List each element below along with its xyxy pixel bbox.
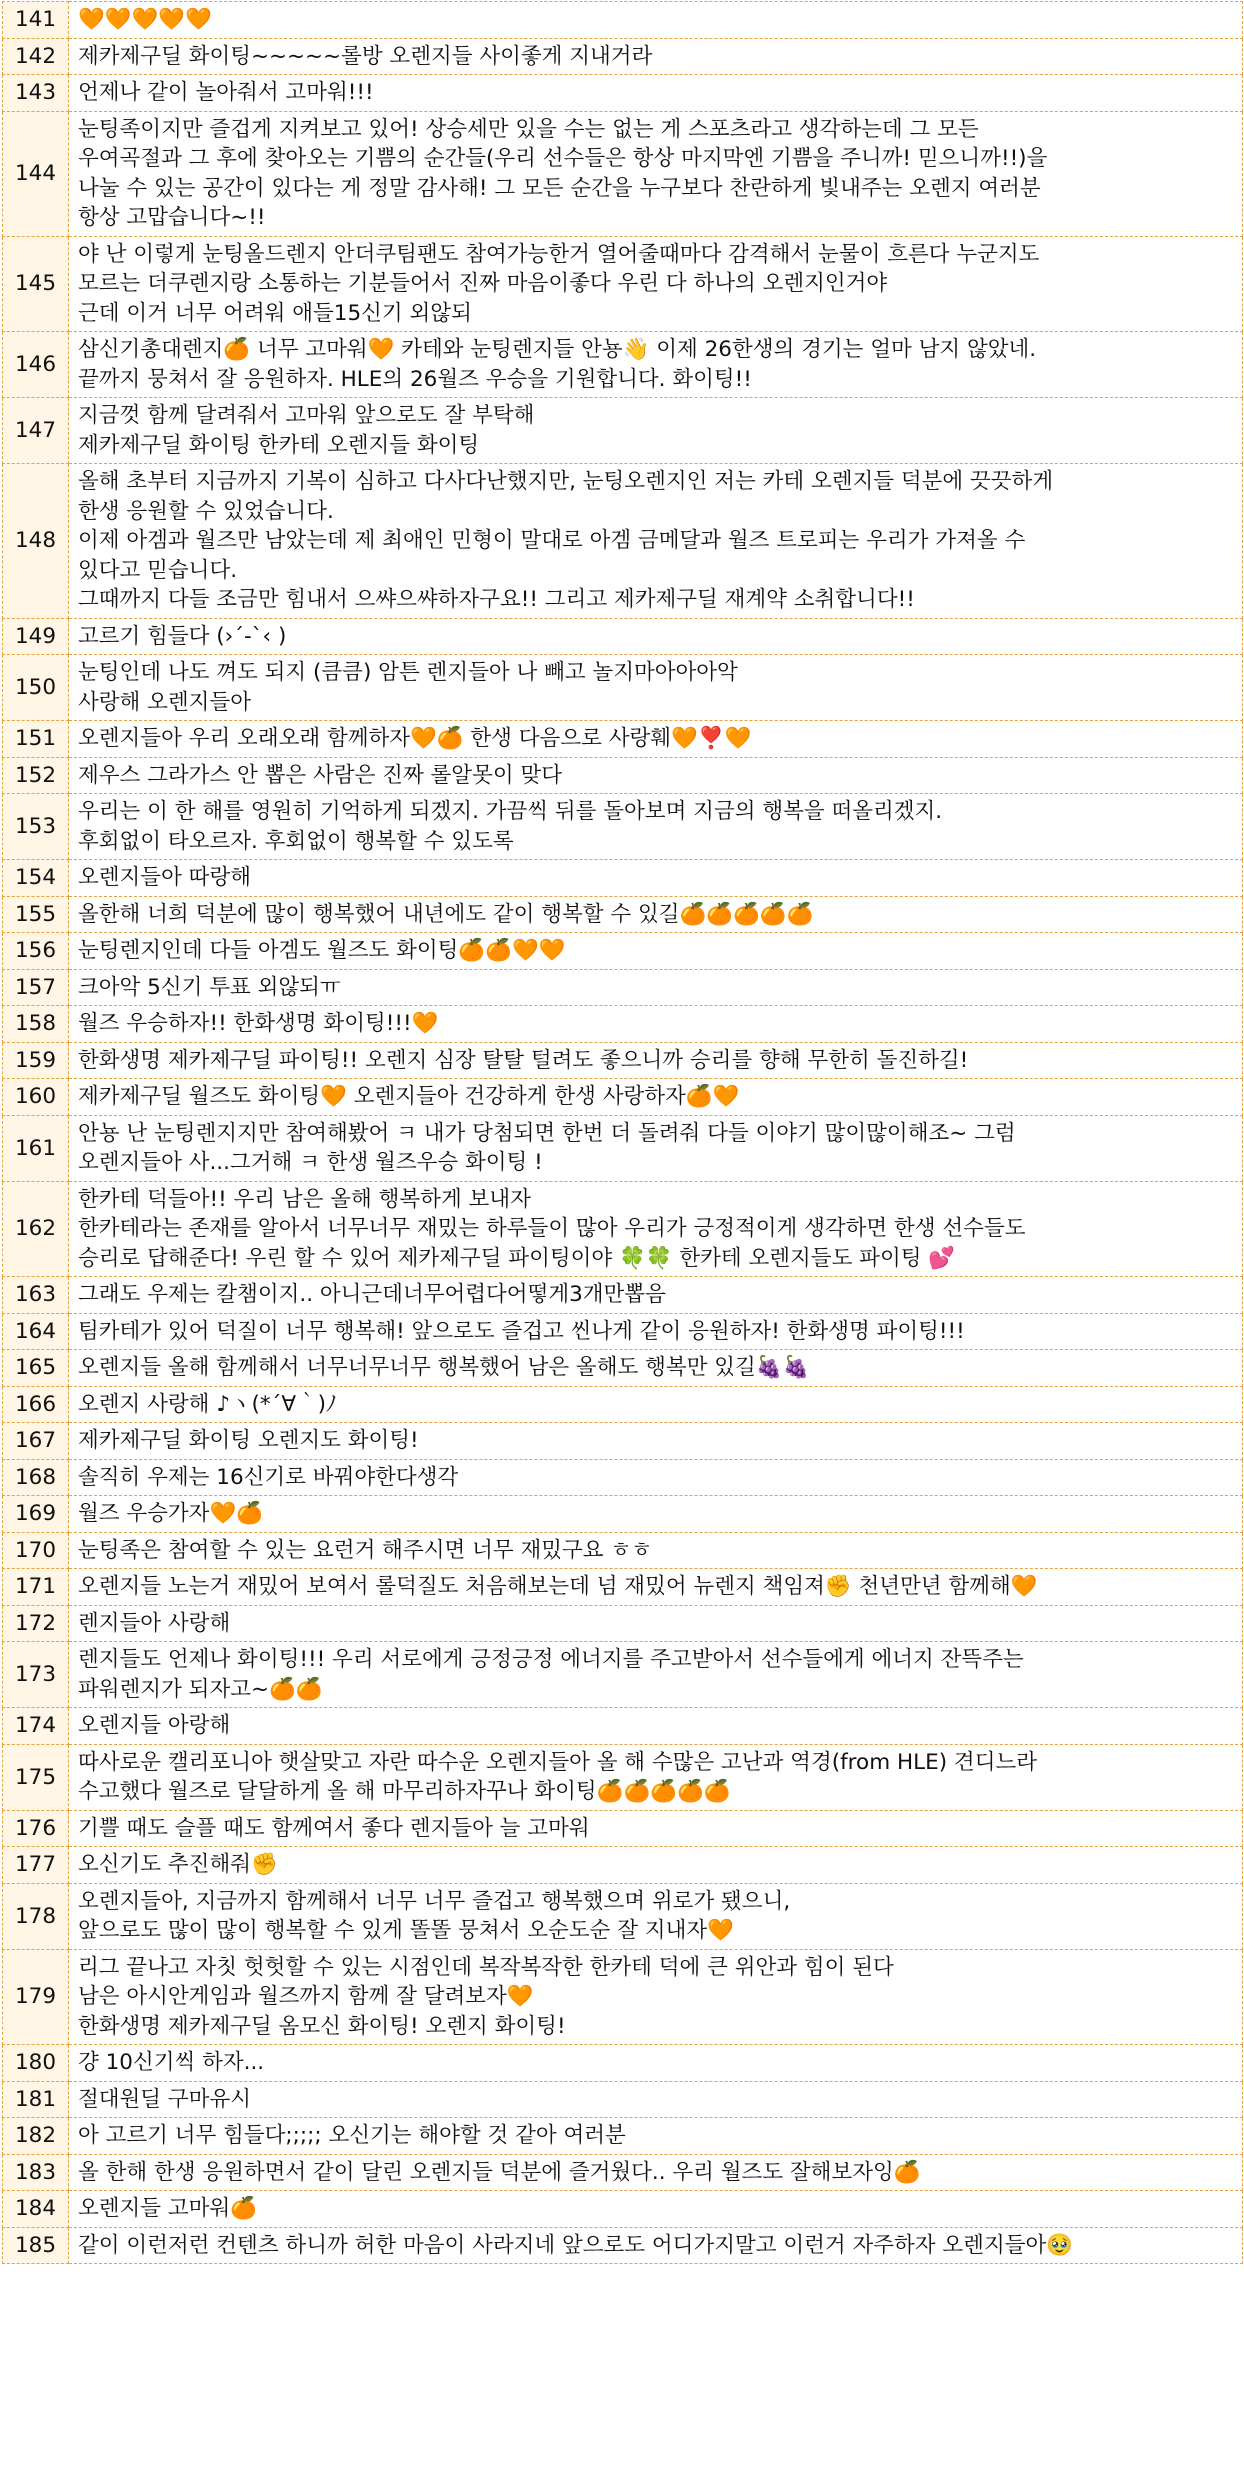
comment-text: 같이 이런저런 컨텐츠 하니까 허한 마음이 사라지네 앞으로도 어디가지말고 이런거 자주하자 오렌지들아🥹: [69, 2227, 1243, 2264]
table-row: [3, 1949, 1243, 2045]
row-number: 178: [3, 1883, 69, 1949]
comment-text: 오렌지 사랑해 ♪ヽ(*´∀｀)ﾉ: [69, 1386, 1243, 1423]
row-number: 172: [3, 1605, 69, 1642]
row-number: 180: [3, 2045, 69, 2082]
row-number: 173: [3, 1642, 69, 1708]
row-number: 179: [3, 1949, 69, 2045]
row-number: 171: [3, 1569, 69, 1606]
row-number: 159: [3, 1042, 69, 1079]
table-row: [3, 1079, 1243, 1116]
row-number: 185: [3, 2227, 69, 2264]
row-number: 162: [3, 1181, 69, 1277]
table-row: [3, 721, 1243, 758]
comment-text: 고르기 힘들다 (›´-`‹ ): [69, 618, 1243, 655]
comment-text: 제우스 그라가스 안 뽑은 사람은 진짜 롤알못이 맞다: [69, 757, 1243, 794]
table-row: [3, 1386, 1243, 1423]
row-number: 165: [3, 1350, 69, 1387]
row-number: 183: [3, 2154, 69, 2191]
comment-text: 아 고르기 너무 힘들다;;;;; 오신기는 해야할 것 같아 여러분: [69, 2118, 1243, 2155]
comment-text: 🧡🧡🧡🧡🧡: [69, 2, 1243, 39]
comment-text: 한카테 덕들아!! 우리 남은 올해 행복하게 보내자 한카테라는 존재를 알아서 너무너무 재밌는 하루들이 많아 우리가 긍정적이게 생각하면 한생 선수들도 승리로 답해준다! 우린 할 수 있어 제카제구딜 파이팅이야 🍀🍀 한카테 오렌지들도 파이팅 💕: [69, 1181, 1243, 1277]
table-row: [3, 1744, 1243, 1810]
row-number: 181: [3, 2081, 69, 2118]
table-row: [3, 1350, 1243, 1387]
comment-text: 눈팅족은 참여할 수 있는 요런거 해주시면 너무 재밌구요 ㅎㅎ: [69, 1532, 1243, 1569]
comment-text: 한화생명 제카제구딜 파이팅!! 오렌지 심장 탈탈 털려도 좋으니까 승리를 향해 무한히 돌진하길!: [69, 1042, 1243, 1079]
table-row: [3, 236, 1243, 332]
comment-text: 월즈 우승하자!! 한화생명 화이팅!!!🧡: [69, 1006, 1243, 1043]
row-number: 155: [3, 896, 69, 933]
table-row: [3, 1115, 1243, 1181]
row-number: 161: [3, 1115, 69, 1181]
row-number: 153: [3, 794, 69, 860]
table-row: [3, 464, 1243, 619]
comment-text: 제카제구딜 화이팅~~~~~롤방 오렌지들 사이좋게 지내거라: [69, 38, 1243, 75]
comment-text: 올 한해 한생 응원하면서 같이 달린 오렌지들 덕분에 즐거웠다.. 우리 월즈도 잘해보자잉🍊: [69, 2154, 1243, 2191]
comment-text: 오신기도 추진해줘✊: [69, 1847, 1243, 1884]
row-number: 168: [3, 1459, 69, 1496]
table-row: [3, 860, 1243, 897]
table-row: [3, 1006, 1243, 1043]
row-number: 175: [3, 1744, 69, 1810]
row-number: 141: [3, 2, 69, 39]
table-row: [3, 1708, 1243, 1745]
table-row: [3, 1277, 1243, 1314]
comment-text: 야 난 이렇게 눈팅올드렌지 안더쿠팀팬도 참여가능한거 열어줄때마다 감격해서 눈물이 흐른다 누군지도 모르는 더쿠렌지랑 소통하는 기분들어서 진짜 마음이좋다 우린 다 하나의 오렌지인거야 근데 이거 너무 어려워 애들15신기 외않되: [69, 236, 1243, 332]
comment-text: 따사로운 캘리포니아 햇살맞고 자란 따수운 오렌지들아 올 해 수많은 고난과 역경(from HLE) 견디느라 수고했다 월즈로 달달하게 올 해 마무리하자꾸나 화이팅🍊🍊🍊🍊🍊: [69, 1744, 1243, 1810]
comment-text: 오렌지들 올해 함께해서 너무너무너무 행복했어 남은 올해도 행복만 있길🍇🍇: [69, 1350, 1243, 1387]
row-number: 150: [3, 655, 69, 721]
row-number: 149: [3, 618, 69, 655]
comment-text: 눈팅인데 나도 껴도 되지 (큼큼) 암튼 렌지들아 나 빼고 놀지마아아아악 사랑해 오렌지들아: [69, 655, 1243, 721]
table-row: [3, 1423, 1243, 1460]
comment-text: 렌지들도 언제나 화이팅!!! 우리 서로에게 긍정긍정 에너지를 주고받아서 선수들에게 에너지 잔뜩주는 파워렌지가 되자고~🍊🍊: [69, 1642, 1243, 1708]
table-row: [3, 1847, 1243, 1884]
comment-text: 제카제구딜 화이팅 오렌지도 화이팅!: [69, 1423, 1243, 1460]
row-number: 144: [3, 111, 69, 236]
table-row: [3, 896, 1243, 933]
comment-text: 눈팅렌지인데 다들 아겜도 월즈도 화이팅🍊🍊🧡🧡: [69, 933, 1243, 970]
table-row: [3, 332, 1243, 398]
row-number: 145: [3, 236, 69, 332]
comment-text: 오렌지들아, 지금까지 함께해서 너무 너무 즐겁고 행복했으며 위로가 됐으니, 앞으로도 많이 많이 행복할 수 있게 똘똘 뭉쳐서 오순도순 잘 지내자🧡: [69, 1883, 1243, 1949]
comment-text: 오렌지들 노는거 재밌어 보여서 롤덕질도 처음해보는데 넘 재밌어 뉴렌지 책임져✊ 천년만년 함께해🧡: [69, 1569, 1243, 1606]
table-row: [3, 1605, 1243, 1642]
table-row: [3, 1532, 1243, 1569]
table-row: [3, 1042, 1243, 1079]
table-row: [3, 2227, 1243, 2264]
table-row: [3, 75, 1243, 112]
comments-table: [2, 1, 1243, 2264]
comment-text: 렌지들아 사랑해: [69, 1605, 1243, 1642]
table-row: [3, 1642, 1243, 1708]
table-row: [3, 2045, 1243, 2082]
comment-text: 오렌지들아 우리 오래오래 함께하자🧡🍊 한생 다음으로 사랑훼🧡❣️🧡: [69, 721, 1243, 758]
row-number: 156: [3, 933, 69, 970]
comment-text: 올해 초부터 지금까지 기복이 심하고 다사다난했지만, 눈팅오렌지인 저는 카테 오렌지들 덕분에 끗끗하게 한생 응원할 수 있었습니다. 이제 아겜과 월즈만 남았는데 제 최애인 민형이 말대로 아겜 금메달과 월즈 트로피는 우리가 가져올 수 있다고 믿습니다. 그때까지 다들 조금만 힘내서 으쌰으쌰하자구요!! 그리고 제카제구딜 재계약 소취합니다!!: [69, 464, 1243, 619]
comment-text: 절대원딜 구마유시: [69, 2081, 1243, 2118]
table-row: [3, 1313, 1243, 1350]
comment-text: 오렌지들 고마워🍊: [69, 2191, 1243, 2228]
table-row: [3, 2118, 1243, 2155]
row-number: 167: [3, 1423, 69, 1460]
table-row: [3, 38, 1243, 75]
table-row: [3, 757, 1243, 794]
table-row: [3, 794, 1243, 860]
table-row: [3, 618, 1243, 655]
table-row: [3, 2191, 1243, 2228]
comment-text: 걍 10신기씩 하자...: [69, 2045, 1243, 2082]
row-number: 147: [3, 398, 69, 464]
row-number: 170: [3, 1532, 69, 1569]
row-number: 160: [3, 1079, 69, 1116]
comments-table-body: [3, 2, 1243, 2264]
comment-text: 눈팅족이지만 즐겁게 지켜보고 있어! 상승세만 있을 수는 없는 게 스포츠라고 생각하는데 그 모든 우여곡절과 그 후에 찾아오는 기쁨의 순간들(우리 선수들은 항상 마지막엔 기쁨을 주니까! 믿으니까!!)을 나눌 수 있는 공간이 있다는 게 정말 감사해! 그 모든 순간을 누구보다 찬란하게 빛내주는 오렌지 여러분 항상 고맙습니다~!!: [69, 111, 1243, 236]
row-number: 176: [3, 1810, 69, 1847]
table-row: [3, 1883, 1243, 1949]
comment-text: 월즈 우승가자🧡🍊: [69, 1496, 1243, 1533]
row-number: 158: [3, 1006, 69, 1043]
comment-text: 오렌지들 아랑해: [69, 1708, 1243, 1745]
table-row: [3, 398, 1243, 464]
row-number: 151: [3, 721, 69, 758]
row-number: 142: [3, 38, 69, 75]
comment-text: 크아악 5신기 투표 외않되ㅠ: [69, 969, 1243, 1006]
comment-text: 팀카테가 있어 덕질이 너무 행복해! 앞으로도 즐겁고 씬나게 같이 응원하자! 한화생명 파이팅!!!: [69, 1313, 1243, 1350]
row-number: 148: [3, 464, 69, 619]
table-row: [3, 2, 1243, 39]
comment-text: 그래도 우제는 칼챔이지.. 아니근데너무어렵다어떻게3개만뽑음: [69, 1277, 1243, 1314]
comment-text: 안뇽 난 눈팅렌지지만 참여해봤어 ㅋ 내가 당첨되면 한번 더 돌려줘 다들 이야기 많이많이해조~ 그럼 오렌지들아 사...그거해 ㅋ 한생 월즈우승 화이팅 !: [69, 1115, 1243, 1181]
row-number: 177: [3, 1847, 69, 1884]
table-row: [3, 1810, 1243, 1847]
row-number: 154: [3, 860, 69, 897]
row-number: 169: [3, 1496, 69, 1533]
row-number: 166: [3, 1386, 69, 1423]
table-row: [3, 969, 1243, 1006]
table-row: [3, 1459, 1243, 1496]
row-number: 164: [3, 1313, 69, 1350]
table-row: [3, 2154, 1243, 2191]
comment-text: 올한해 너희 덕분에 많이 행복했어 내년에도 같이 행복할 수 있길🍊🍊🍊🍊🍊: [69, 896, 1243, 933]
row-number: 182: [3, 2118, 69, 2155]
comment-text: 언제나 같이 놀아줘서 고마워!!!: [69, 75, 1243, 112]
row-number: 157: [3, 969, 69, 1006]
row-number: 152: [3, 757, 69, 794]
comment-text: 솔직히 우제는 16신기로 바꿔야한다생각: [69, 1459, 1243, 1496]
table-row: [3, 655, 1243, 721]
row-number: 184: [3, 2191, 69, 2228]
row-number: 163: [3, 1277, 69, 1314]
row-number: 143: [3, 75, 69, 112]
table-row: [3, 2081, 1243, 2118]
comment-text: 제카제구딜 월즈도 화이팅🧡 오렌지들아 건강하게 한생 사랑하자🍊🧡: [69, 1079, 1243, 1116]
table-row: [3, 1181, 1243, 1277]
comment-text: 삼신기총대렌지🍊 너무 고마워🧡 카테와 눈팅렌지들 안뇽👋 이제 26한생의 경기는 얼마 남지 않았네. 끝까지 뭉쳐서 잘 응원하자. HLE의 26월즈 우승을 기원합니다. 화이팅!!: [69, 332, 1243, 398]
row-number: 174: [3, 1708, 69, 1745]
table-row: [3, 1569, 1243, 1606]
comment-text: 우리는 이 한 해를 영원히 기억하게 되겠지. 가끔씩 뒤를 돌아보며 지금의 행복을 떠올리겠지. 후회없이 타오르자. 후회없이 행복할 수 있도록: [69, 794, 1243, 860]
comment-text: 오렌지들아 따랑해: [69, 860, 1243, 897]
table-row: [3, 1496, 1243, 1533]
comment-text: 지금껏 함께 달려줘서 고마워 앞으로도 잘 부탁해 제카제구딜 화이팅 한카테 오렌지들 화이팅: [69, 398, 1243, 464]
comment-text: 기쁠 때도 슬플 때도 함께여서 좋다 렌지들아 늘 고마워: [69, 1810, 1243, 1847]
comment-text: 리그 끝나고 자칫 헛헛할 수 있는 시점인데 복작복작한 한카테 덕에 큰 위안과 힘이 된다 남은 아시안게임과 월즈까지 함께 잘 달려보자🧡 한화생명 제카제구딜 옴모신 화이팅! 오렌지 화이팅!: [69, 1949, 1243, 2045]
table-row: [3, 933, 1243, 970]
table-row: [3, 111, 1243, 236]
row-number: 146: [3, 332, 69, 398]
